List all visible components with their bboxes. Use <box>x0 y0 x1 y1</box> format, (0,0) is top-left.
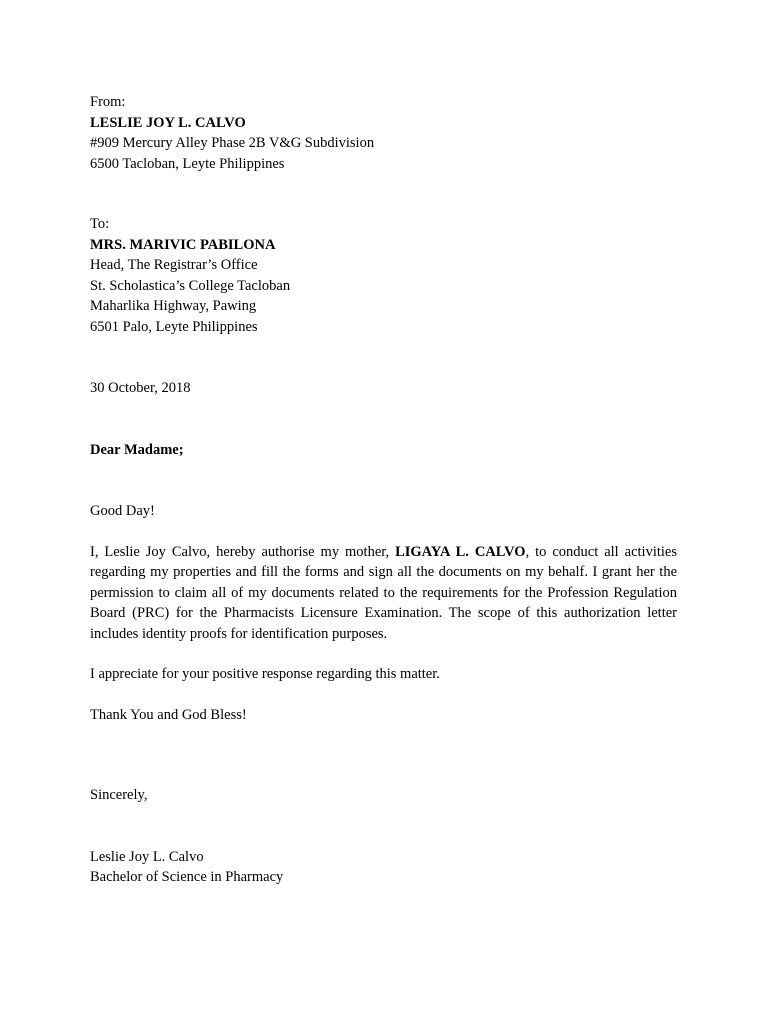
body-rest: , to conduct all activities regarding my properties and fill the forms and sign all the documents on my behalf. I grant her the permission to claim all of my documents related to the requirements for the Profession Regulation Board (PRC) for the Pharmacists Licensure Examination. The scope of this authorization letter includes identity proofs for identification purposes. <box>90 543 677 642</box>
recipient-street: Maharlika Highway, Pawing <box>90 298 257 314</box>
sender-block <box>90 92 677 174</box>
letter <box>90 92 677 888</box>
appreciation-line: I appreciate for your positive response regarding this matter. <box>90 666 440 682</box>
sender-address-line2: 6500 Tacloban, Leyte Philippines <box>90 155 285 172</box>
signature-block <box>90 847 677 888</box>
body-intro: I, Leslie Joy Calvo, hereby authorise my mother, <box>90 543 396 560</box>
signature-name: Leslie Joy L. Calvo <box>90 848 204 865</box>
signature-degree: Bachelor of Science in Pharmacy <box>90 869 284 885</box>
thanks-line: Thank You and God Bless! <box>90 706 247 723</box>
sender-name: LESLIE JOY L. CALVO <box>90 114 246 131</box>
authorized-person: LIGAYA L. CALVO <box>395 543 526 560</box>
recipient-position: Head, The Registrar’s Office <box>90 257 258 273</box>
body-paragraph <box>90 542 677 645</box>
from-label: From: <box>90 94 126 110</box>
recipient-institution: St. Scholastica’s College Tacloban <box>90 277 291 294</box>
letter-date: 30 October, 2018 <box>90 380 191 396</box>
closing: Sincerely, <box>90 787 148 803</box>
salutation: Dear Madame; <box>90 441 184 458</box>
sender-address-line1: #909 Mercury Alley Phase 2B V&G Subdivision <box>90 135 375 151</box>
to-label: To: <box>90 216 110 232</box>
recipient-city: 6501 Palo, Leyte Philippines <box>90 318 258 335</box>
greeting: Good Day! <box>90 503 155 519</box>
recipient-name: MRS. MARIVIC PABILONA <box>90 236 276 253</box>
recipient-block <box>90 214 677 337</box>
